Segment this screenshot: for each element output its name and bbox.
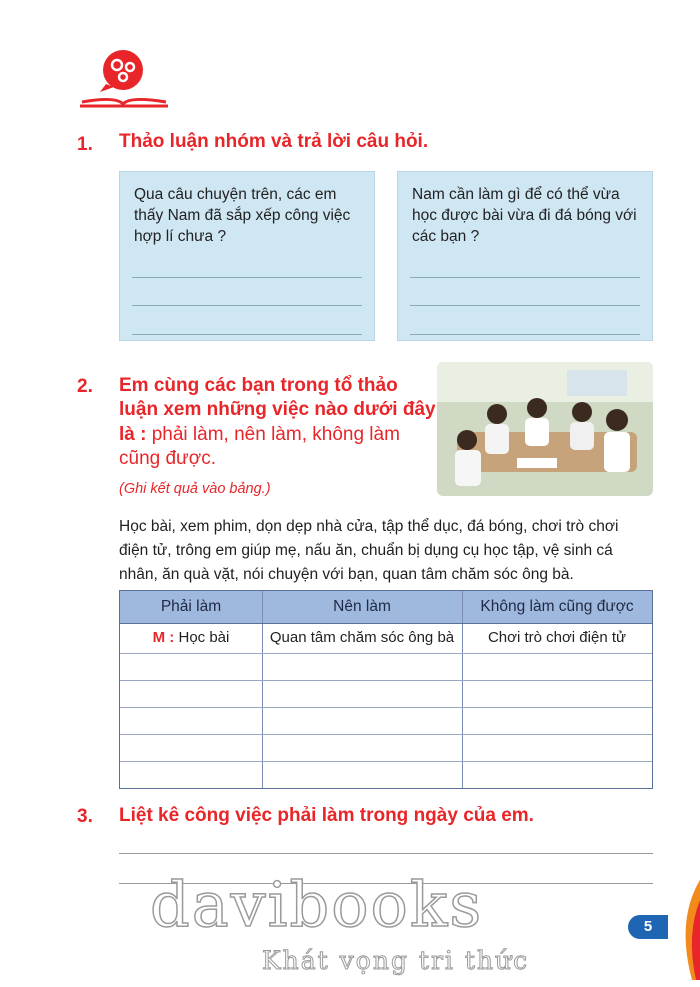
- header-khong-lam-cung-duoc: Không làm cũng được: [480, 598, 634, 615]
- table-divider: [120, 680, 652, 681]
- answer-line: [410, 334, 640, 335]
- example-khong-lam: Chơi trò chơi điện tử: [487, 629, 627, 646]
- q1-number: 1.: [77, 134, 93, 155]
- q2-line-2: luận xem những việc nào dưới đây: [119, 399, 436, 420]
- header-logo: [76, 48, 170, 110]
- table-divider: [120, 653, 652, 654]
- watermark-brand: davibooks: [150, 868, 484, 941]
- activity-list-line-3: nhân, ăn quà vặt, nói chuyện với bạn, quan tâm chăm sóc ông bà.: [119, 566, 574, 583]
- answer-line: [410, 277, 640, 278]
- answer-line: [119, 853, 653, 854]
- q1-right-question: Nam cần làm gì để có thể vừa học được bài vừa đi đá bóng với các bạn ?: [412, 186, 637, 245]
- watermark-tagline: Khát vọng tri thức: [262, 946, 530, 975]
- q2-line-3: [119, 423, 400, 447]
- table-divider: [120, 734, 652, 735]
- answer-line: [132, 277, 362, 278]
- q2-note: (Ghi kết quả vào bảng.): [119, 481, 271, 497]
- q2-line-4: cũng được.: [119, 448, 217, 469]
- page-corner-decoration: [672, 880, 700, 980]
- example-nen-lam: Quan tâm chăm sóc ông bà: [269, 629, 455, 646]
- classroom-photo: [437, 362, 653, 496]
- header-nen-lam: Nên làm: [333, 598, 391, 615]
- table-divider: [120, 707, 652, 708]
- table-divider: [120, 761, 652, 762]
- q2-line-3-bold: là :: [119, 424, 147, 445]
- classification-table: [119, 590, 653, 789]
- answer-line: [410, 305, 640, 306]
- q1-left-question: Qua câu chuyện trên, các em thấy Nam đã sắp xếp công việc hợp lí chưa ?: [134, 186, 351, 245]
- activity-list-line-2: điện tử, trông em giúp mẹ, nấu ăn, chuẩn bị dụng cụ học tập, vệ sinh cá: [119, 542, 613, 559]
- answer-line: [132, 334, 362, 335]
- q1-left-card: [119, 171, 375, 341]
- page-number-badge: [628, 915, 668, 939]
- q3-number: 3.: [77, 806, 93, 827]
- example-marker: M :: [152, 629, 175, 646]
- page-number: 5: [643, 918, 653, 935]
- q2-line-1: Em cùng các bạn trong tổ thảo: [119, 375, 398, 396]
- header-phai-lam: Phải làm: [160, 598, 222, 615]
- answer-line: [132, 305, 362, 306]
- q1-title: Thảo luận nhóm và trả lời câu hỏi.: [119, 131, 429, 152]
- example-phai-lam: [120, 623, 262, 653]
- q3-title: Liệt kê công việc phải làm trong ngày của em.: [119, 805, 534, 826]
- q2-line-3-rest: phải làm, nên làm, không làm: [146, 424, 400, 445]
- activity-list-line-1: Học bài, xem phim, dọn dẹp nhà cửa, tập thể dục, đá bóng, chơi trò chơi: [119, 518, 619, 535]
- example-phai-lam-text: Học bài: [178, 629, 230, 646]
- q1-right-card: [397, 171, 653, 341]
- gears-book-icon: [76, 48, 170, 110]
- q2-number: 2.: [77, 376, 93, 397]
